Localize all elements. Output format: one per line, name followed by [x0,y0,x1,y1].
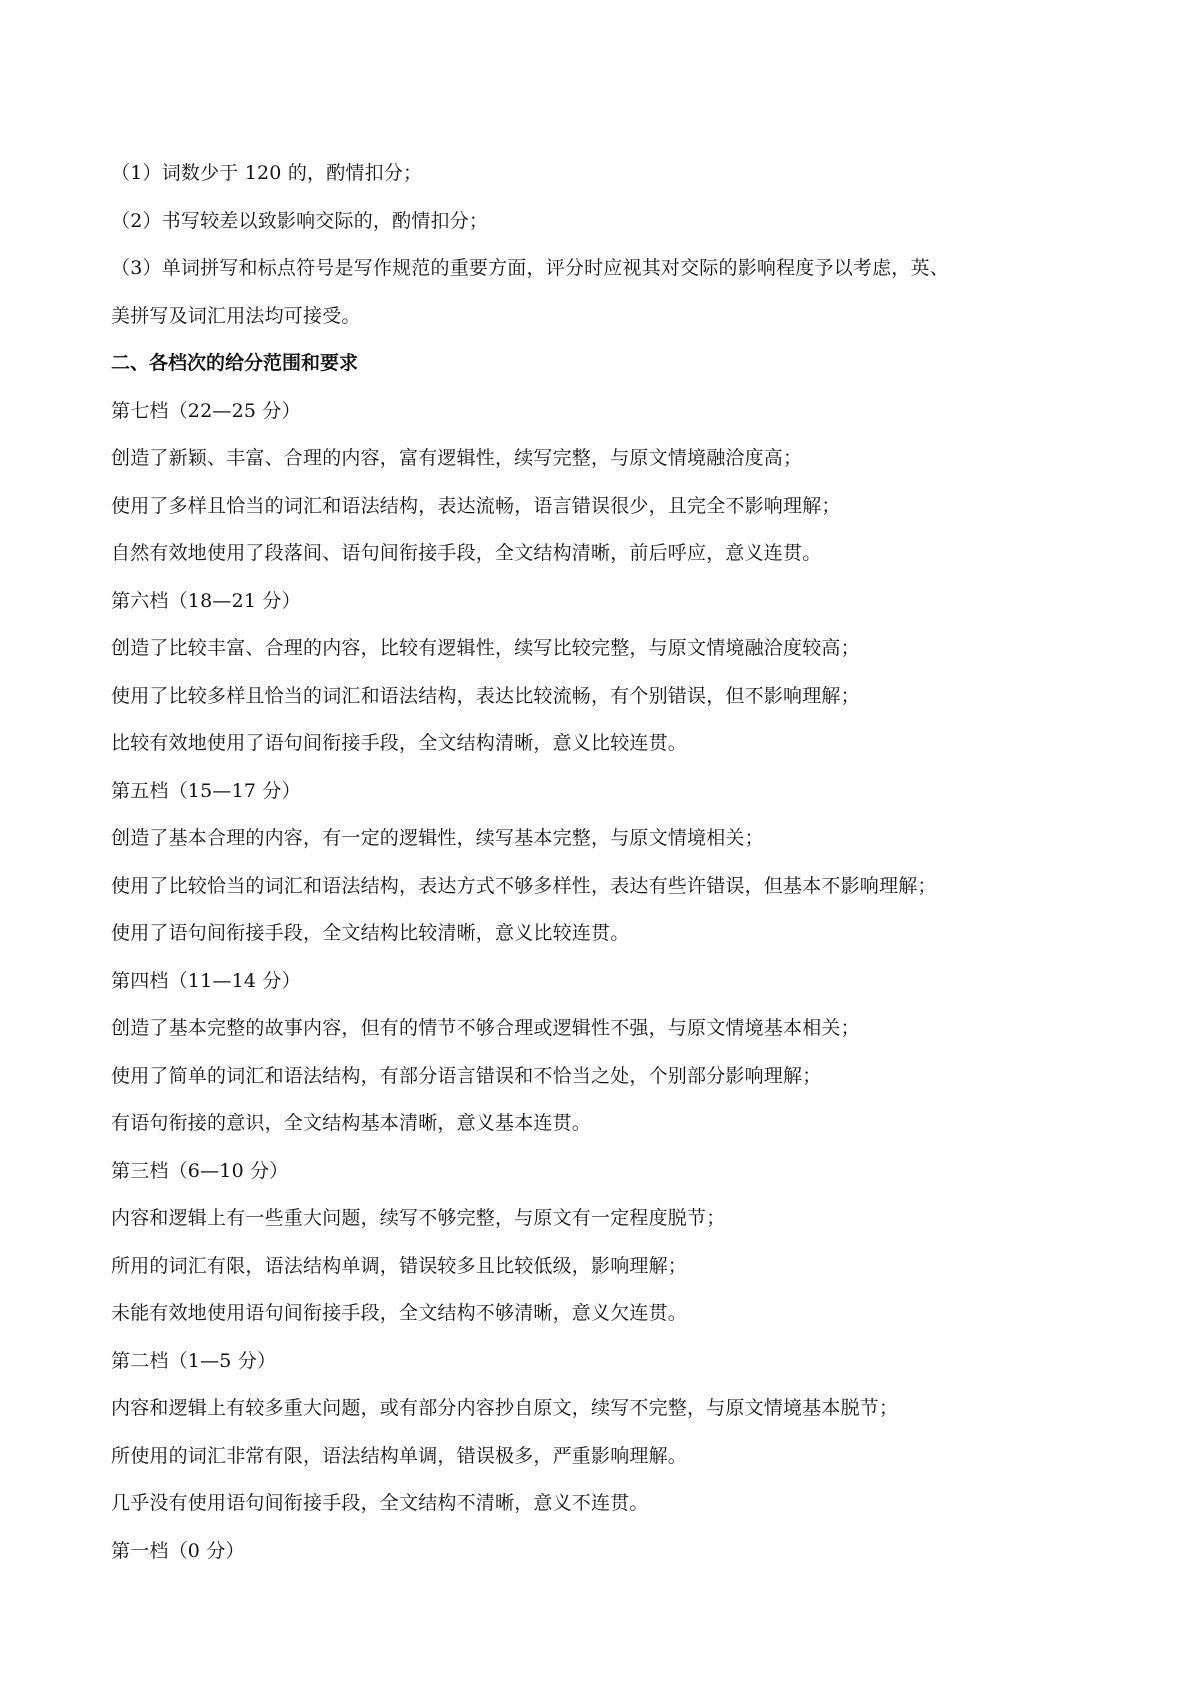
level-4-title: 第四档（11—14 分） [111,969,301,992]
level-5-line-1: 创造了基本合理的内容，有一定的逻辑性，续写基本完整，与原文情境相关； [111,827,764,849]
level-6-line-3: 比较有效地使用了语句间衔接手段，全文结构清晰，意义比较连贯。 [111,732,688,754]
level-6-title: 第六档（18—21 分） [111,589,301,612]
document-content [111,150,1101,1575]
level-5-title: 第五档（15—17 分） [111,779,301,802]
level-6-line-2: 使用了比较多样且恰当的词汇和语法结构，表达比较流畅，有个别错误，但不影响理解； [111,684,860,707]
level-3-line-1: 内容和逻辑上有一些重大问题，续写不够完整，与原文有一定程度脱节； [111,1207,726,1229]
level-3-title: 第三档（6—10 分） [111,1159,289,1182]
level-4-line-3: 有语句衔接的意识，全文结构基本清晰，意义基本连贯。 [111,1112,592,1134]
level-7-title: 第七档（22—25 分） [111,399,301,422]
level-2-line-2: 所使用的词汇非常有限，语法结构单调，错误极多，严重影响理解。 [111,1444,688,1467]
level-7-line-1: 创造了新颖、丰富、合理的内容，富有逻辑性，续写完整，与原文情境融洽度高； [111,447,803,469]
level-7-line-2: 使用了多样且恰当的词汇和语法结构，表达流畅，语言错误很少，且完全不影响理解； [111,494,841,517]
level-1-title: 第一档（0 分） [111,1539,245,1562]
note-2: （2）书写较差以致影响交际的，酌情扣分； [111,209,489,232]
level-2-line-3: 几乎没有使用语句间衔接手段，全文结构不清晰，意义不连贯。 [111,1492,649,1514]
note-3: （3）单词拼写和标点符号是写作规范的重要方面，评分时应视其对交际的影响程度予以考虑，英、 [111,257,949,279]
section-heading: 二、各档次的给分范围和要求 [111,352,359,374]
level-2-title: 第二档（1—5 分） [111,1349,277,1372]
note-3-continued: 美拼写及词汇用法均可接受。 [111,304,361,327]
note-1: （1）词数少于 120 的，酌情扣分； [111,162,423,184]
level-6-line-1: 创造了比较丰富、合理的内容，比较有逻辑性，续写比较完整，与原文情境融洽度较高； [111,637,860,659]
level-2-line-1: 内容和逻辑上有较多重大问题，或有部分内容抄自原文，续写不完整，与原文情境基本脱节； [111,1397,899,1419]
level-7-line-3: 自然有效地使用了段落间、语句间衔接手段，全文结构清晰，前后呼应，意义连贯。 [111,542,822,564]
level-4-line-2: 使用了简单的词汇和语法结构，有部分语言错误和不恰当之处，个别部分影响理解； [111,1064,822,1087]
level-5-line-2: 使用了比较恰当的词汇和语法结构，表达方式不够多样性，表达有些许错误，但基本不影响理解； [111,874,937,897]
level-5-line-3: 使用了语句间衔接手段，全文结构比较清晰，意义比较连贯。 [111,922,630,944]
level-3-line-3: 未能有效地使用语句间衔接手段，全文结构不够清晰，意义欠连贯。 [111,1302,688,1324]
level-4-line-1: 创造了基本完整的故事内容，但有的情节不够合理或逻辑性不强，与原文情境基本相关； [111,1017,860,1039]
level-3-line-2: 所用的词汇有限，语法结构单调，错误较多且比较低级，影响理解； [111,1254,688,1277]
